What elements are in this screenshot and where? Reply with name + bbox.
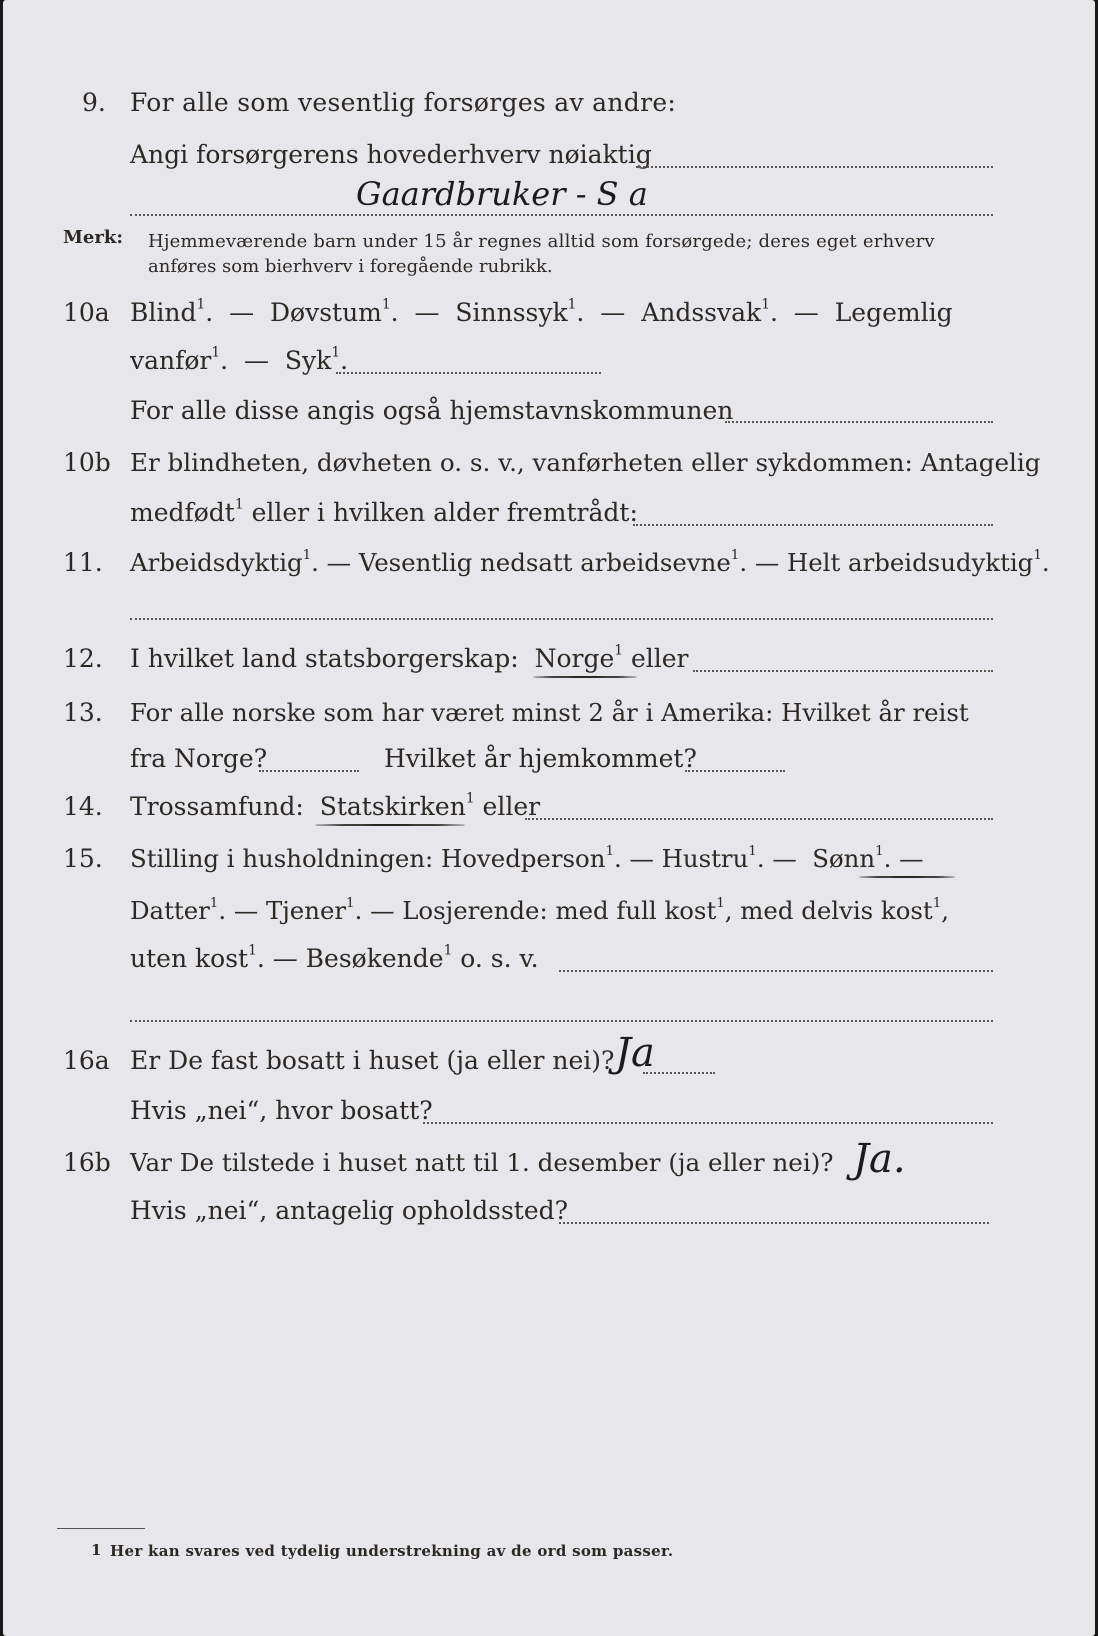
q15-answer-line-1[interactable] xyxy=(559,970,993,972)
q15-line2: Datter$^1$. — Tjener$^1$. — Losjerende: med full kost$^1$, med delvis kost$^1$, xyxy=(130,895,949,925)
option-norge[interactable]: Norge xyxy=(534,644,615,673)
q10b-answer-line[interactable] xyxy=(633,524,993,526)
option-sonn[interactable]: Sønn xyxy=(812,844,876,873)
option-hovedperson[interactable]: Stilling i husholdningen: Hovedperson xyxy=(130,844,606,873)
merk-line2: anføres som bierhverv i foregående rubrikk. xyxy=(148,256,553,277)
q10a-line2: vanfør$^1$. — Syk$^1$. xyxy=(130,344,349,375)
q13-line1: For alle norske som har været minst 2 år i Amerika: Hvilket år reist xyxy=(130,698,969,727)
q13-line2a: fra Norge? xyxy=(130,744,268,773)
q9-line1: For alle som vesentlig forsørges av andre: xyxy=(130,88,677,117)
q10a-line3: For alle disse angis også hjemstavnskommunen xyxy=(130,396,734,425)
footnote-text: Her kan svares ved tydelig understrekning av de ord som passer. xyxy=(110,1542,674,1560)
option-sinnssyk[interactable]: Sinnssyk xyxy=(455,298,568,327)
q16a-number: 16a xyxy=(63,1046,110,1075)
option-vanfor[interactable]: vanfør xyxy=(130,346,212,375)
q14-answer-line[interactable] xyxy=(525,818,993,820)
option-arbeidsdyktig[interactable]: Arbeidsdyktig xyxy=(130,548,303,577)
q9-handwritten-answer: Gaardbruker - S a xyxy=(356,175,648,213)
q10b-line1: Er blindheten, døvheten o. s. v., vanførheten eller sykdommen: Antagelig xyxy=(130,448,1041,477)
q9-answer-line-2[interactable] xyxy=(130,214,993,216)
q9-line2: Angi forsørgerens hovederhverv nøiaktig xyxy=(130,140,652,169)
option-andssvak[interactable]: Andssvak xyxy=(641,298,762,327)
q10b-line2: medfødt$^1$ eller i hvilken alder fremtrådt: xyxy=(130,496,638,527)
q12-number: 12. xyxy=(63,644,103,673)
q10a-number: 10a xyxy=(63,298,110,327)
q10b-number: 10b xyxy=(63,448,111,477)
q13-hjemkommet-line[interactable] xyxy=(685,770,785,772)
q16b-line1: Var De tilstede i huset natt til 1. desember (ja eller nei)? xyxy=(130,1148,834,1177)
q16b-number: 16b xyxy=(63,1148,111,1177)
option-dovstum[interactable]: Døvstum xyxy=(269,298,382,327)
option-legemlig[interactable]: Legemlig xyxy=(834,298,953,327)
q13-reist-line[interactable] xyxy=(259,770,359,772)
q15-line1: Stilling i husholdningen: Hovedperson$^1$. — Hustru$^1$. — Sønn$^1$. — xyxy=(130,843,924,873)
q12-answer-line[interactable] xyxy=(693,670,993,672)
merk-label: Merk: xyxy=(63,227,123,248)
sonn-underline xyxy=(859,876,955,878)
q14-line: Trossamfund: Statskirken$^1$ eller xyxy=(130,790,541,821)
q12-line: I hvilket land statsborgerskap: Norge$^1$ eller xyxy=(130,642,689,673)
q13-line2b: Hvilket år hjemkommet? xyxy=(384,744,697,773)
q16b-opholdssted-line[interactable] xyxy=(559,1222,989,1224)
q15-line3: uten kost$^1$. — Besøkende$^1$ o. s. v. xyxy=(130,942,539,973)
q11-answer-line[interactable] xyxy=(130,618,993,620)
q15-answer-line-2[interactable] xyxy=(130,1020,993,1022)
option-statskirken[interactable]: Statskirken xyxy=(319,792,466,821)
q13-number: 13. xyxy=(63,698,103,727)
q11-number: 11. xyxy=(63,548,103,577)
q16a-line1: Er De fast bosatt i huset (ja eller nei)? xyxy=(130,1046,615,1075)
norge-underline xyxy=(533,676,637,678)
q16b-handwritten-answer: Ja. xyxy=(853,1136,906,1182)
q9-number: 9. xyxy=(82,88,106,117)
q10a-hjemstavn-line[interactable] xyxy=(725,421,993,423)
option-blind[interactable]: Blind xyxy=(130,298,197,327)
census-form-page xyxy=(3,0,1095,1636)
q11-line: Arbeidsdyktig$^1$. — Vesentlig nedsatt arbeidsevne$^1$. — Helt arbeidsudyktig$^1$. xyxy=(130,547,1050,577)
q16a-line2: Hvis „nei“, hvor bosatt? xyxy=(130,1096,433,1125)
q16a-bosatt-line[interactable] xyxy=(423,1122,993,1124)
merk-line1: Hjemmeværende barn under 15 år regnes alltid som forsørgede; deres eget erhverv xyxy=(148,231,935,252)
q15-number: 15. xyxy=(63,844,103,873)
q10a-line1: Blind$^1$. — Døvstum$^1$. — Sinnssyk$^1$. — Andssvak$^1$. — Legemlig xyxy=(130,296,953,327)
q16b-line2: Hvis „nei“, antagelig opholdssted? xyxy=(130,1196,569,1225)
q16a-handwritten-answer: Ja xyxy=(615,1030,655,1076)
q14-number: 14. xyxy=(63,792,103,821)
footnote-mark: 1 xyxy=(91,1541,102,1559)
option-medfodt[interactable]: medfødt xyxy=(130,498,235,527)
statskirken-underline xyxy=(315,824,465,826)
footnote-divider xyxy=(57,1528,145,1529)
q9-answer-line-1[interactable] xyxy=(636,166,993,168)
q10a-answer-line[interactable] xyxy=(336,372,601,374)
option-syk[interactable]: Syk xyxy=(284,346,332,375)
